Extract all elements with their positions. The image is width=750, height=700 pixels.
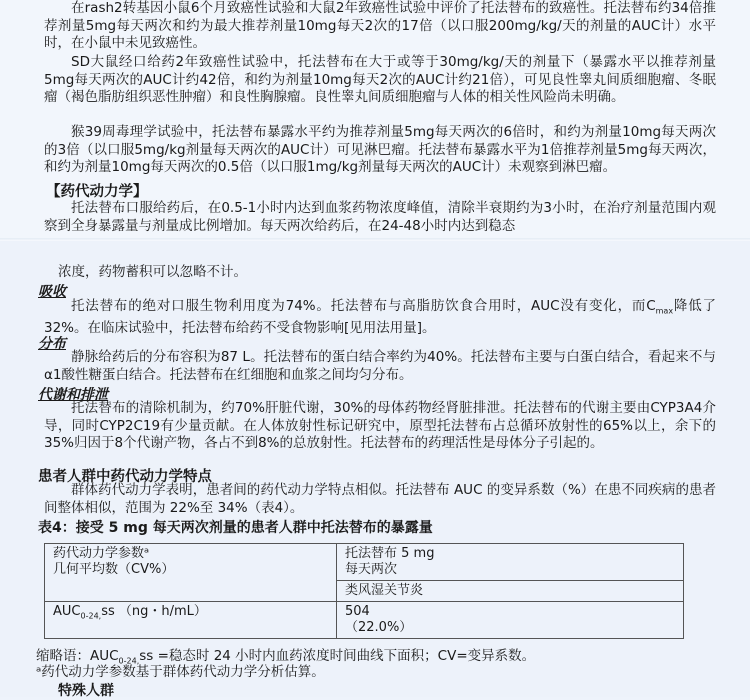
cmax-subscript: max [655, 306, 674, 316]
parameter-header-line2: 几何平均数（CV%） [53, 562, 175, 577]
metabolism-excretion-heading: 代谢和排泄 [38, 387, 108, 403]
monkey-toxicology-paragraph: 猴39周毒理学试验中，托法替布暴露水平约为推荐剂量5mg每天两次的6倍时，和约为剂量10mg每天两次的3倍（以口服5mg/kg剂量每天两次的AUC计）可见淋巴瘤。托法替布暴露水平为1倍推荐剂量5mg每天两次，和约为剂量10mg每天两次的0.5倍（以口服1mg/kg剂量每天两次的AUC计）未观察到淋巴瘤。 [44, 124, 716, 176]
parameter-header-line1: 药代动力学参数ᵃ [53, 546, 150, 561]
pk-overview-continued: 浓度，药物蓄积可以忽略不计。 [58, 264, 247, 280]
auc-cv: （22.0%） [345, 620, 413, 635]
auc-value-cell [337, 602, 684, 639]
pk-overview-paragraph: 托法替布口服给药后，在0.5-1小时内达到血浆药物浓度峰值，清除半衰期约为3小时，在治疗剂量范围内观察到全身暴露量与剂量成比例增加。每天两次给药后，在24-48小时内达到稳态 [44, 200, 716, 234]
abbrev-text-a: 缩略语：AUC [36, 648, 119, 664]
distribution-heading: 分布 [38, 336, 66, 352]
auc-value: 504 [345, 604, 370, 619]
metabolism-paragraph: 托法替布的清除机制为，约70%肝脏代谢，30%的母体药物经肾脏排泄。托法替布的代谢主要由CYP3A4介导，同时CYP2C19有少量贡献。在人体放射性标记研究中，原型托法替布占总循环放射性的65%以上，余下的35%归因于8个代谢产物，各占不到8%的总放射性。托法替布的药理活性是母体分子引起的。 [44, 400, 716, 452]
carcinogenicity-rat-paragraph: SD大鼠经口给药2年致癌性试验中，托法替布在大于或等于30mg/kg/天的剂量下（暴露水平以推荐剂量5mg每天两次的AUC计约42倍，和约为剂量10mg每天2次的AUC计约21倍），可见良性睾丸间质细胞瘤、冬眠瘤（褐色脂肪组织恶性肿瘤）和良性胸腺瘤。良性睾丸间质细胞瘤与人体的相关性风险尚未明确。 [44, 54, 716, 106]
auc-label-subscript: 0-24, [80, 611, 102, 621]
auc-label-a: AUC [53, 604, 81, 619]
exposure-table [44, 543, 684, 639]
dose-header-line2: 每天两次 [345, 562, 398, 577]
abbrev-text-b: ss =稳态时 24 小时内血药浓度时间曲线下面积；CV=变异系数。 [139, 648, 536, 664]
table-footnote: ᵃ药代动力学参数基于群体药代动力学分析估算。 [36, 664, 325, 680]
distribution-paragraph: 静脉给药后的分布容积为87 L。托法替布的蛋白结合率约为40%。托法替布主要与白蛋白结合，看起来不与α1酸性糖蛋白结合。托法替布在红细胞和血浆之间均匀分布。 [44, 349, 716, 383]
page-divider [0, 238, 750, 241]
dose-header-line1: 托法替布 5 mg [345, 546, 435, 561]
dose-header-cell [337, 544, 684, 581]
absorption-text-b: 降低了32%。在临床试验中，托法替布给药不受食物影响[见用法用量]。 [44, 298, 716, 337]
table-caption: 表4：接受 5 mg 每天两次剂量的患者人群中托法替布的暴露量 [38, 520, 433, 536]
special-populations-heading: 特殊人群 [58, 683, 114, 699]
table-header-row [45, 544, 684, 581]
carcinogenicity-mouse-paragraph: 在rash2转基因小鼠6个月致癌性试验和大鼠2年致癌性试验中评价了托法替布的致癌性。托法替布约34倍推荐剂量5mg每天两次和约为最大推荐剂量10mg每天2次的17倍（以口服200mg/kg/天的剂量的AUC计）水平时，在小鼠中未见致癌性。 [44, 0, 716, 52]
absorption-paragraph [44, 298, 716, 338]
ra-population-cell: 类风湿关节炎 [337, 581, 684, 602]
parameter-header-cell [45, 544, 337, 602]
absorption-heading: 吸收 [38, 284, 66, 300]
absorption-text-a: 托法替布的绝对口服生物利用度为74%。托法替布与高脂肪饮食合用时，AUC没有变化，而C [71, 298, 656, 314]
pharmacokinetics-heading: 【药代动力学】 [46, 184, 148, 200]
table-row [45, 602, 684, 639]
abbrev-subscript: 0-24, [118, 656, 140, 666]
auc-label-cell [45, 602, 337, 639]
auc-label-b: ss （ng・h/mL） [101, 604, 207, 619]
patient-population-heading: 患者人群中药代动力学特点 [38, 469, 212, 485]
population-pk-paragraph: 群体药代动力学表明，患者间的药代动力学特点相似。托法替布 AUC 的变异系数（%）在患不同疾病的患者间整体相似，范围为 22%至 34%（表4）。 [44, 482, 716, 516]
